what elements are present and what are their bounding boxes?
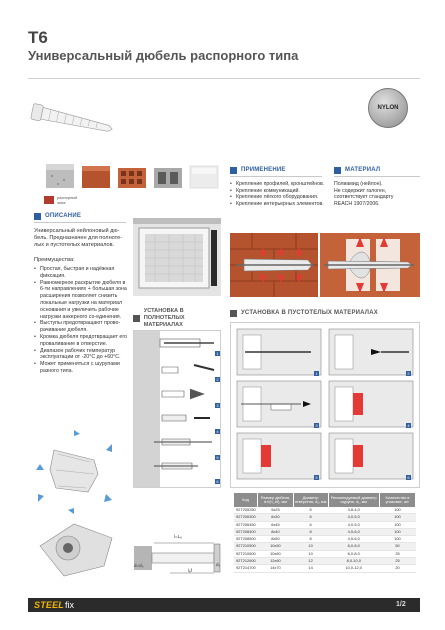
install-hollow-heading	[230, 310, 420, 317]
table-cell: 100	[379, 521, 415, 528]
table-cell: 92T206450	[236, 521, 256, 527]
application-heading-marker	[230, 167, 237, 174]
table-cell: 6,0-8,0	[328, 543, 379, 550]
table-cell: 6x45	[258, 521, 293, 528]
base-materials-row	[44, 162, 220, 192]
table-row	[234, 543, 416, 550]
install-hollow-steps	[230, 322, 420, 488]
description-heading-rule	[34, 222, 126, 223]
table-cell: 50	[379, 543, 415, 550]
table-cell: 92T210500	[236, 543, 256, 549]
table-cell: 6	[293, 514, 328, 521]
table-row	[234, 528, 416, 535]
step-number: 5	[216, 455, 219, 460]
table-cell: 92T206300	[236, 514, 256, 520]
install-solid-heading-text	[144, 308, 223, 329]
step-number: 2	[216, 377, 219, 382]
step-number: 4	[407, 423, 410, 428]
list-item: • Простая, быстрая и надёжная фиксация.	[34, 266, 128, 280]
step-number: 4	[216, 429, 219, 434]
description-heading-text: ОПИСАНИЕ	[45, 213, 82, 219]
header-rule	[28, 78, 420, 79]
table-cell: 5x25	[258, 507, 293, 514]
install-solid-heading	[133, 308, 223, 329]
table-cell: 4,0-5,0	[328, 514, 379, 521]
material-heading	[334, 167, 420, 174]
table-row	[234, 521, 416, 528]
install-hollow-heading-text: УСТАНОВКА В ПУСТОТЕЛЫХ МАТЕРИАЛАХ	[241, 310, 378, 316]
table-cell: 12	[293, 558, 328, 565]
table-header: Рекомендуемый диаметр шурупа, d₁, мм	[328, 493, 379, 507]
install-solid-steps-drawing	[134, 331, 220, 487]
dim-d0: d=d₀	[134, 563, 144, 568]
dowel-in-hollow-brick-image	[320, 233, 420, 297]
table-cell: 12x60	[258, 558, 293, 565]
table-cell: 8	[293, 536, 328, 543]
table-cell: 25	[379, 558, 415, 565]
list-item: • Крепление лёгкого оборудования.	[230, 194, 330, 201]
table-header: Количество в упаковке, шт.	[379, 493, 415, 507]
table-header: Размер дюбеля, d×l(h_ef), мм	[258, 493, 293, 507]
install-solid-steps	[133, 330, 221, 488]
material-heading-text: МАТЕРИАЛ	[345, 167, 381, 173]
step-number: 5	[315, 475, 318, 480]
table-row	[234, 550, 416, 557]
brand-logo	[34, 600, 74, 610]
description-heading-marker	[34, 213, 41, 220]
shelf-photo	[133, 218, 221, 296]
nylon-badge	[368, 88, 408, 128]
nylon-badge-label: NYLON	[377, 105, 399, 111]
footer-bar	[28, 598, 420, 612]
table-row	[234, 565, 416, 572]
table-cell: 4,0-5,0	[328, 521, 379, 528]
spec-table	[234, 493, 416, 573]
step-number: 6	[407, 475, 410, 480]
table-cell: 6x30	[258, 514, 293, 521]
material-line: соответствует стандарту	[334, 194, 394, 201]
dim-lef: lₑf	[188, 568, 192, 573]
hollow-block-image	[152, 162, 184, 192]
table-row	[234, 558, 416, 565]
legend-text: распорный зона	[57, 195, 78, 205]
dowel-top-view-image	[34, 516, 118, 582]
application-list	[230, 181, 330, 207]
legend-swatch	[44, 196, 54, 204]
table-header-row	[234, 493, 416, 507]
step-number: 6	[216, 479, 219, 484]
table-row	[234, 536, 416, 543]
list-item: • Выступы предотвращают прово-рачивание дюбеля.	[34, 320, 128, 334]
page-title: T6	[28, 28, 48, 47]
table-cell: 92T210600	[236, 550, 256, 556]
advantages-list	[34, 266, 128, 375]
page-number: 1/2	[396, 601, 406, 608]
table-cell: 6,0-8,0	[328, 550, 379, 557]
table-cell: 100	[379, 536, 415, 543]
table-cell: 20	[379, 565, 415, 572]
concrete-block-image	[44, 162, 76, 192]
list-item: • Крепление профилей, кронштейнов.	[230, 181, 330, 188]
list-item: • Диапазон рабочих температур эксплуатации от -20°С до +60°С.	[34, 348, 128, 362]
dowel-in-solid-brick-image	[230, 233, 318, 297]
table-cell: 14x70	[258, 565, 293, 572]
description-line: Универсальный нейлоновый дю-	[34, 228, 120, 234]
install-hollow-heading-marker	[230, 310, 237, 317]
table-header: Диаметр отверстия, d₀, мм	[293, 493, 328, 507]
step-number: 1	[216, 351, 219, 356]
table-cell: 4,5-6,0	[328, 528, 379, 535]
table-cell: 10x60	[258, 550, 293, 557]
aerated-block-image	[188, 162, 220, 192]
dowel-expansion-image	[34, 430, 114, 514]
table-cell: 10,0-12,0	[328, 565, 379, 572]
table-cell: 4,5-6,0	[328, 536, 379, 543]
table-header: Код	[234, 493, 258, 507]
advantages-heading: Преимущества:	[34, 257, 75, 263]
table-cell: 92T205250	[236, 507, 256, 512]
table-cell: 8,0-10,0	[328, 558, 379, 565]
table-cell: 10	[293, 543, 328, 550]
description-intro	[34, 228, 128, 249]
step-number: 2	[407, 371, 410, 376]
list-item: • Крепление интерьерных элементов.	[230, 201, 330, 208]
list-item: • Может применяться с шурупами разного типа.	[34, 361, 128, 375]
table-cell: 92T208500	[236, 536, 256, 542]
table-cell: 92T208400	[236, 528, 256, 534]
description-heading	[34, 213, 126, 220]
application-heading	[230, 167, 322, 174]
application-heading-text: ПРИМЕНЕНИЕ	[241, 167, 286, 173]
brand-logo-main: STEEL	[34, 600, 65, 610]
dowel-dimension-drawing	[134, 540, 230, 576]
solid-brick-image	[80, 162, 112, 192]
step-number: 3	[216, 403, 219, 408]
install-hollow-steps-drawing	[231, 323, 419, 487]
install-solid-heading-line: МАТЕРИАЛАХ	[143, 322, 183, 328]
list-item: • Равномерное раскрытие дюбеля в 6-ти направлениях + большая зона расширения позволяет снизить локальные нагрузки на материал основания и увеличить рабочие нагрузки анкерного со-единения.	[34, 280, 128, 321]
material-heading-marker	[334, 167, 341, 174]
table-cell: 92T214700	[236, 565, 256, 571]
material-heading-rule	[334, 176, 420, 177]
dim-d1: d₁	[216, 562, 221, 567]
description-line: лых и пустотелых материалов.	[34, 242, 115, 248]
step-number: 1	[315, 371, 318, 376]
table-row	[234, 514, 416, 521]
application-heading-rule	[230, 176, 322, 177]
table-cell: 6	[293, 521, 328, 528]
table-cell: 25	[379, 550, 415, 557]
table-body	[234, 507, 416, 572]
material-line: Не содержит галоген,	[334, 187, 387, 194]
table-cell: 8	[293, 528, 328, 535]
brand-logo-suffix: fix	[65, 600, 75, 610]
table-cell: 100	[379, 528, 415, 535]
table-cell: 92T212600	[236, 558, 256, 564]
install-solid-heading-marker	[133, 315, 140, 322]
table-cell: 100	[379, 507, 415, 514]
table-cell: 14	[293, 565, 328, 572]
list-item: • Кромка дюбеля предотвращает его проваливание в отверстие.	[34, 334, 128, 348]
table-row	[234, 507, 416, 514]
table-cell: 10	[293, 550, 328, 557]
install-solid-heading-line: УСТАНОВКА В ПОЛНОТЕЛЫХ	[143, 308, 185, 321]
material-line: Полиамид (нейлон).	[334, 181, 383, 187]
table-cell: 8x50	[258, 536, 293, 543]
hollow-brick-image	[116, 162, 148, 192]
table-cell: 3,8-4,0	[328, 507, 379, 514]
table-cell: 8x40	[258, 528, 293, 535]
material-text	[334, 181, 420, 207]
dim-l: l=Lᵤ	[174, 534, 182, 539]
step-number: 3	[315, 423, 318, 428]
list-item: • Крепление коммуникаций.	[230, 188, 330, 195]
table-cell: 100	[379, 514, 415, 521]
dowel-hero-image	[28, 90, 118, 162]
description-line: бель. Предназначен для полноте-	[34, 235, 123, 241]
table-cell: 10x50	[258, 543, 293, 550]
material-line: REACH 1907/2006.	[334, 200, 380, 207]
table-cell: 5	[293, 507, 328, 514]
page-subtitle: Универсальный дюбель распорного типа	[28, 48, 299, 63]
